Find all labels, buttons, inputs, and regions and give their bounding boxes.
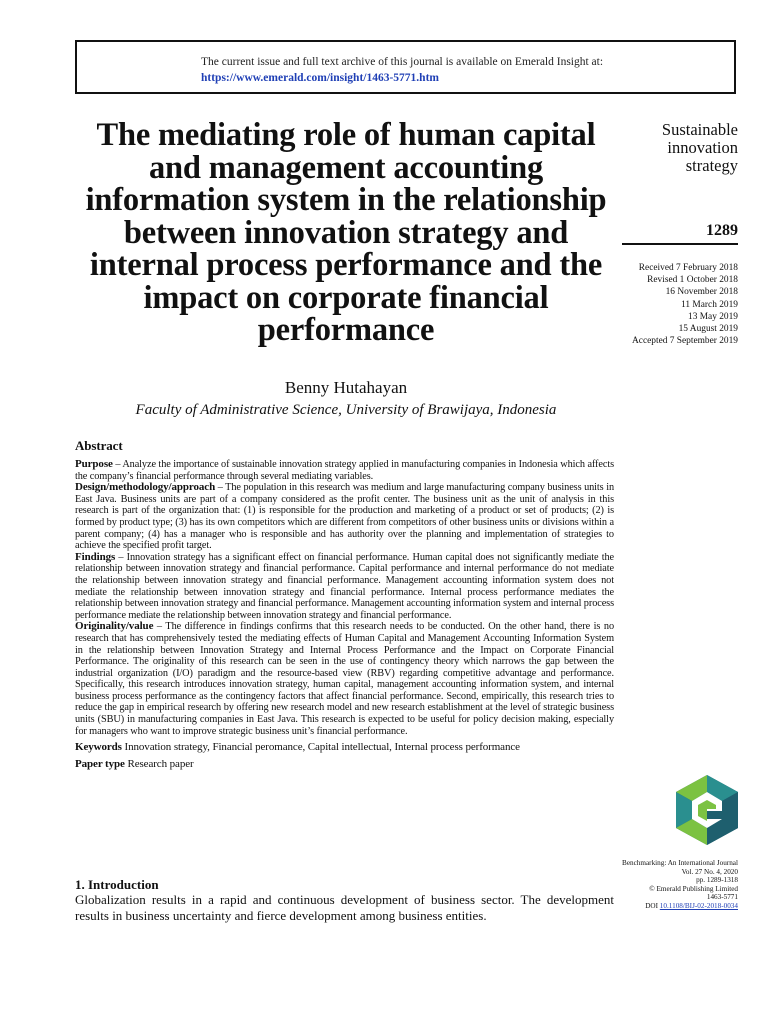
section-running-title: Sustainable innovation strategy	[661, 120, 738, 175]
page-number: 1289	[706, 222, 738, 239]
article-history-dates	[610, 262, 738, 347]
banner-notice: The current issue and full text archive of this journal is available on Emerald Insight at:	[201, 56, 604, 68]
author-name: Benny Hutahayan	[284, 378, 408, 397]
abstract-paper-type	[75, 757, 614, 771]
design-text: – The population in this research was medium and large manufacturing company business units in East Java. Business units are part of a company considered as the profit center. The business unit as the unit of analysis in this research is part of the organization that: (1) is responsible for the production and marketing of a product or set of products; (2) is formed by product type; (3) has its own competitors which are different from competitors of other business units or divisions within a parent company; (4) has a manager who is responsible and has authority over the planning and implementation of strategies to achieve the specified profit target.	[75, 482, 614, 552]
date-revised-2: 16 November 2018	[665, 287, 738, 298]
author-affiliation: Faculty of Administrative Science, University of Brawijaya, Indonesia	[135, 402, 557, 418]
date-revised-1: Revised 1 October 2018	[647, 275, 738, 286]
keywords-label: Keywords	[75, 741, 122, 754]
abstract-heading: Abstract	[75, 438, 123, 453]
banner-text	[201, 54, 603, 86]
purpose-label: Purpose	[75, 458, 113, 470]
journal-publisher: © Emerald Publishing Limited	[649, 884, 738, 893]
journal-archive-link[interactable]: https://www.emerald.com/insight/1463-5771.htm	[201, 72, 439, 84]
design-label: Design/methodology/approach	[75, 481, 216, 494]
abstract-findings	[75, 552, 614, 622]
introduction-body: Globalization results in a rapid and continuous development of business sector. The development results in business uncertainty and fierce development among business entities.	[75, 892, 614, 923]
originality-label: Originality/value	[75, 620, 154, 633]
journal-volume: Vol. 27 No. 4, 2020	[681, 867, 738, 876]
journal-doi	[612, 902, 738, 911]
journal-name: Benchmarking: An International Journal	[622, 859, 738, 867]
abstract-originality	[75, 621, 614, 737]
purpose-text: – Analyze the importance of sustainable innovation strategy applied in manufacturing companies in Indonesia which affects the company’s financial performance through several mediating variables.	[75, 459, 614, 482]
introduction-heading: 1. Introduction	[75, 877, 159, 892]
doi-link[interactable]: 10.1108/BIJ-02-2018-0034	[659, 901, 738, 910]
journal-pages: pp. 1289-1318	[696, 876, 738, 885]
date-revised-5: 15 August 2019	[678, 324, 738, 335]
abstract-purpose	[75, 459, 614, 482]
paper-type-label: Paper type	[75, 758, 125, 771]
abstract-keywords	[75, 740, 614, 754]
date-revised-3: 11 March 2019	[681, 299, 738, 310]
paper-type-text: Research paper	[124, 758, 194, 771]
originality-text: – The difference in findings confirms that this research needs to be conducted. On the other hand, there is no research that has comprehensively tested the mediating effects of Human Capital and Management Accounting Information System in the relationship between Innovation Strategy and Internal Process Performance and the Impact on Corporate Financial Performance. The originality of this research can be seen in the use of contingency theory which narrows the gap between the industrial organization (I/O) paradigm and the resource-based view (RBV) regarding competitive advantage and performance. Specifically, this research introduces innovation strategy, human capital, management accounting information system, and internal business process performance as the contingency factors that affect financial performance. Second, empirically, this research tries to reduce the gap in empirical research by offering new research model and new research establishment at the level of strategic business units (SBU) in manufacturing companies in East Java. This research is expected to be useful for policy decision making, especially for managers who want to improve strategic business unit’s financial performance.	[75, 621, 614, 737]
publisher-logo-icon	[676, 775, 738, 845]
keywords-text: Innovation strategy, Financial peromance, Capital intellectual, Internal process performance	[121, 741, 520, 754]
date-revised-4: 13 May 2019	[688, 311, 738, 322]
date-received: Received 7 February 2018	[638, 263, 738, 273]
access-banner	[75, 40, 736, 94]
journal-citation-block	[612, 859, 738, 911]
date-accepted: Accepted 7 September 2019	[632, 336, 738, 347]
abstract-design	[75, 482, 614, 552]
article-title: The mediating role of human capital and management accounting information system in the relationship between innovation strategy and internal process performance and the impact on corporate financial performance	[85, 117, 607, 348]
doi-label: DOI	[645, 901, 658, 910]
sidebar-divider	[622, 243, 738, 245]
findings-text: – Innovation strategy has a significant effect on financial performance. Human capital does not significantly mediate the relationship between innovation strategy and financial performance. Capital performance and internal performance do not mediate the relationship between innovation strategy and financial performance. Management accounting information system does not mediate the relationship between innovation strategy and financial performance. Internal process performance mediates the relationship between innovation strategy and financial performance. Management accounting information system and internal process performance mediate the relationship between innovation strategy and financial performance.	[75, 551, 614, 621]
journal-issn: 1463-5771	[706, 893, 738, 902]
findings-label: Findings	[75, 550, 116, 563]
abstract-section	[75, 438, 614, 771]
